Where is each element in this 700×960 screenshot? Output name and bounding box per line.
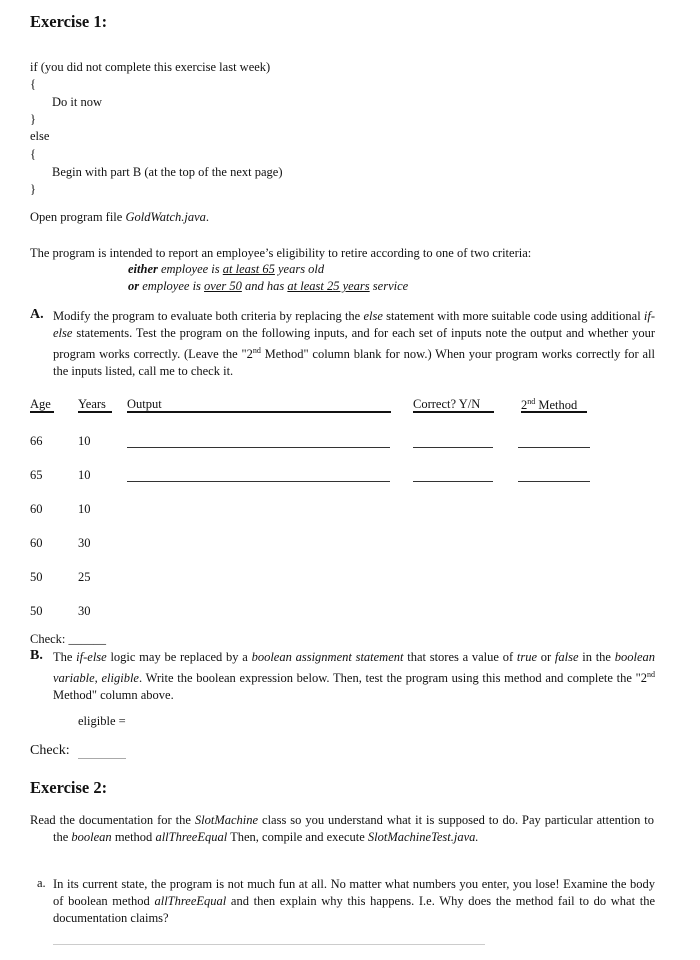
output-blank[interactable]	[127, 481, 390, 482]
code-line: if (you did not complete this exercise last week)	[30, 60, 271, 74]
part-a-text: Modify the program to evaluate both criteria by replacing the else statement with more suitable code using additional if-else statements. Test the program on the following inputs, and for each set of inputs note the output and whether your program works correctly. (Leave the "2nd Method" column blank for now.) When your program works correctly for all the inputs listed, call me to check it.	[53, 309, 655, 379]
correct-blank[interactable]	[413, 481, 493, 482]
output-blank[interactable]	[127, 447, 390, 448]
code-line: else	[30, 129, 50, 143]
code-line: {	[30, 77, 36, 91]
part-b-label: B.	[30, 648, 43, 663]
row-age: 50	[30, 604, 43, 618]
header-underline	[521, 411, 587, 413]
header-underline	[127, 411, 391, 413]
method-blank[interactable]	[518, 447, 590, 448]
row-age: 50	[30, 570, 43, 584]
header-underline	[30, 411, 54, 413]
item-a-label: a.	[37, 876, 46, 890]
header-age: Age	[30, 397, 51, 411]
row-years: 10	[78, 502, 91, 516]
code-line: {	[30, 147, 36, 161]
check-1: Check: ______	[30, 632, 107, 646]
row-age: 66	[30, 434, 43, 448]
eligible-expression: eligible =	[78, 714, 126, 728]
header-underline	[78, 411, 112, 413]
correct-blank[interactable]	[413, 447, 493, 448]
check-2-blank[interactable]	[78, 758, 126, 759]
row-years: 25	[78, 570, 91, 584]
header-underline	[413, 411, 494, 413]
header-output: Output	[127, 397, 162, 411]
method-blank[interactable]	[518, 481, 590, 482]
answer-line[interactable]	[53, 944, 485, 945]
row-years: 10	[78, 434, 91, 448]
code-line: Begin with part B (at the top of the next page)	[52, 165, 283, 179]
row-age: 60	[30, 502, 43, 516]
row-years: 30	[78, 536, 91, 550]
criterion-either: either employee is at least 65 years old	[128, 262, 325, 276]
row-age: 60	[30, 536, 43, 550]
header-years: Years	[78, 397, 106, 411]
open-file-instruction: Open program file GoldWatch.java.	[30, 210, 210, 224]
criterion-or: or employee is over 50 and has at least 25 years service	[128, 279, 409, 293]
part-a-label: A.	[30, 307, 44, 322]
part-b-text: The if-else logic may be replaced by a boolean assignment statement that stores a value of true or false in the boolean variable, eligible. Write the boolean expression below. Then, test the program using this method and complete the "2nd Method" column above.	[53, 650, 655, 703]
header-2nd-method: 2nd Method	[521, 397, 578, 413]
check-2: Check:	[30, 743, 70, 758]
code-line: Do it now	[52, 95, 102, 109]
row-years: 30	[78, 604, 91, 618]
row-age: 65	[30, 468, 43, 482]
row-years: 10	[78, 468, 91, 482]
exercise-2-title: Exercise 2:	[30, 778, 108, 797]
exercise-2-intro: Read the documentation for the SlotMachine class so you understand what it is supposed to do. Pay particular attention to the boolean method allThreeEqual Then, compile and execute SlotMachineTest.java.	[30, 813, 654, 844]
intro-text: The program is intended to report an employee’s eligibility to retire according to one of two criteria:	[30, 246, 532, 260]
item-a-text: In its current state, the program is not much fun at all. No matter what numbers you enter, you lose! Examine the body of boolean method allThreeEqual and then explain why this happens. I.e. Why does the method fail to do what the documentation claims?	[53, 877, 655, 925]
code-line: }	[30, 112, 36, 126]
code-line: }	[30, 182, 36, 196]
header-correct: Correct? Y/N	[413, 397, 481, 411]
exercise-1-title: Exercise 1:	[30, 12, 108, 31]
